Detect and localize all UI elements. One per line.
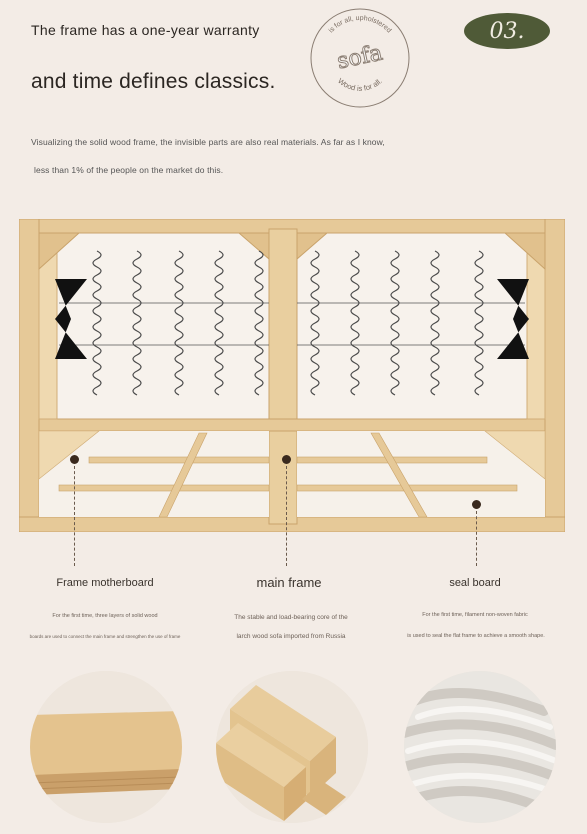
stamp-ring-top: is for all, upholstered [327,14,393,35]
desc-main-frame-1: The stable and load-bearing core of the [234,614,348,621]
desc-motherboard-2: boards are used to connect the main frame and strengthen the use of frame [29,634,181,639]
svg-text:is for all, upholstered [328,15,393,35]
svg-text:Wood is for all. [336,76,384,93]
stamp-word: sofa [334,40,385,75]
plywood-board-image [30,671,182,823]
sofa-stamp-logo [308,6,412,110]
desc-main-frame-2: larch wood sofa imported from Russia [236,633,346,640]
desc-seal-board-1: For the first time, filament non-woven fabric [422,612,528,618]
wood-beam-image [216,671,368,823]
desc-seal-board-2: is used to seal the flat frame to achieve a smooth shape. [407,633,545,639]
headline-classics: and time defines classics. [31,70,276,93]
desc-motherboard-1: For the first time, three layers of solid wood [52,613,158,619]
callout-line-main-frame [286,466,287,566]
headline-warranty: The frame has a one-year warranty [31,22,260,38]
callout-dot-motherboard [70,455,79,464]
callout-line-seal-board [476,511,477,566]
label-seal-board: seal board [449,577,501,589]
callout-dot-seal-board [472,500,481,509]
nonwoven-fabric-image [404,671,556,823]
sofa-frame-illustration [19,219,565,532]
label-main-frame: main frame [256,575,322,590]
section-number-badge: 03. [464,13,550,49]
callout-dot-main-frame [282,455,291,464]
intro-line-1: Visualizing the solid wood frame, the invisible parts are also real materials. As far as I know, [31,137,385,147]
intro-line-2: less than 1% of the people on the market do this. [34,165,224,175]
callout-line-motherboard [74,466,75,566]
label-frame-motherboard: Frame motherboard [56,577,154,589]
stamp-ring-bottom: Wood is for all. [336,76,384,93]
